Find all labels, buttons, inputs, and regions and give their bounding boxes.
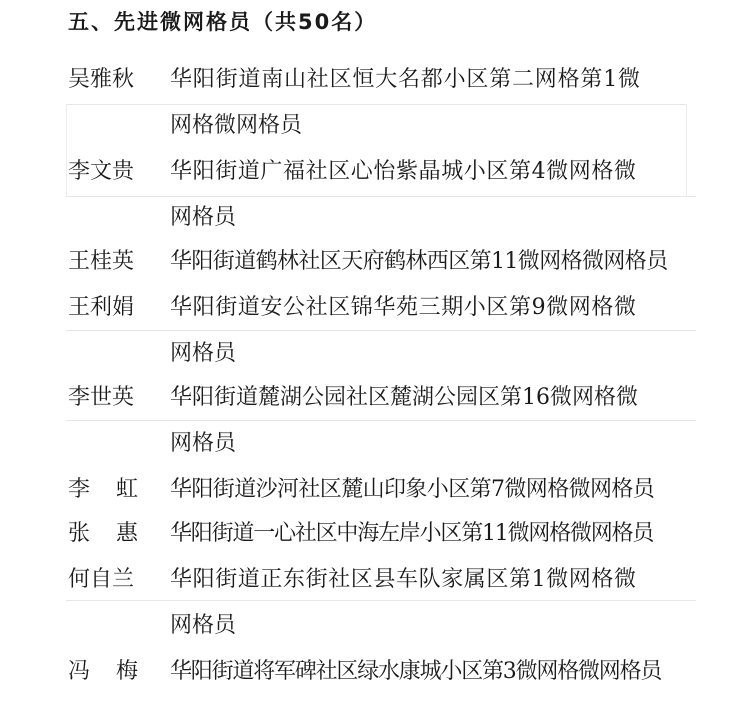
honoree-desc-cont: 网格员: [170, 341, 237, 366]
honoree-name: 李世英: [68, 385, 135, 410]
honoree-desc-cont: 网格员: [170, 431, 237, 456]
honoree-name: 李文贵: [68, 159, 135, 184]
honoree-name: 李 虹: [68, 477, 141, 502]
table-rule: [66, 600, 696, 601]
honoree-desc: 华阳街道安公社区锦华苑三期小区第9微网格微: [170, 295, 637, 320]
honoree-desc: 华阳街道将军碑社区绿水康城小区第3微网格微网格员: [170, 659, 662, 684]
table-rule: [66, 104, 67, 196]
honoree-desc: 华阳街道广福社区心怡紫晶城小区第4微网格微: [170, 159, 637, 184]
honoree-name: 张 惠: [68, 521, 141, 546]
honoree-name: 王桂英: [68, 249, 135, 274]
honoree-desc: 华阳街道一心社区中海左岸小区第11微网格微网格员: [170, 521, 654, 546]
table-rule: [66, 420, 696, 421]
table-rule: [66, 330, 696, 331]
table-rule: [686, 104, 687, 196]
honoree-desc-cont: 网格员: [170, 205, 237, 230]
honoree-desc: 华阳街道正东街社区县车队家属区第1微网格微: [170, 567, 637, 592]
honoree-desc-cont: 网格员: [170, 613, 237, 638]
honoree-name: 冯 梅: [68, 659, 141, 684]
honoree-desc: 华阳街道沙河社区麓山印象小区第7微网格微网格员: [170, 477, 655, 502]
honoree-name: 何自兰: [68, 567, 135, 592]
table-rule: [66, 104, 686, 105]
honoree-name: 吴雅秋: [68, 67, 135, 92]
honoree-desc-cont: 网格微网格员: [170, 113, 303, 138]
honoree-desc: 华阳街道南山社区恒大名都小区第二网格第1微: [170, 67, 641, 92]
section-title: 五、先进微网格员（共50名）: [68, 10, 378, 34]
table-rule: [66, 196, 696, 197]
honoree-name: 王利娟: [68, 295, 135, 320]
honoree-desc: 华阳街道麓湖公园社区麓湖公园区第16微网格微: [170, 385, 638, 410]
honoree-desc: 华阳街道鹤林社区天府鹤林西区第11微网格微网格员: [170, 249, 668, 274]
